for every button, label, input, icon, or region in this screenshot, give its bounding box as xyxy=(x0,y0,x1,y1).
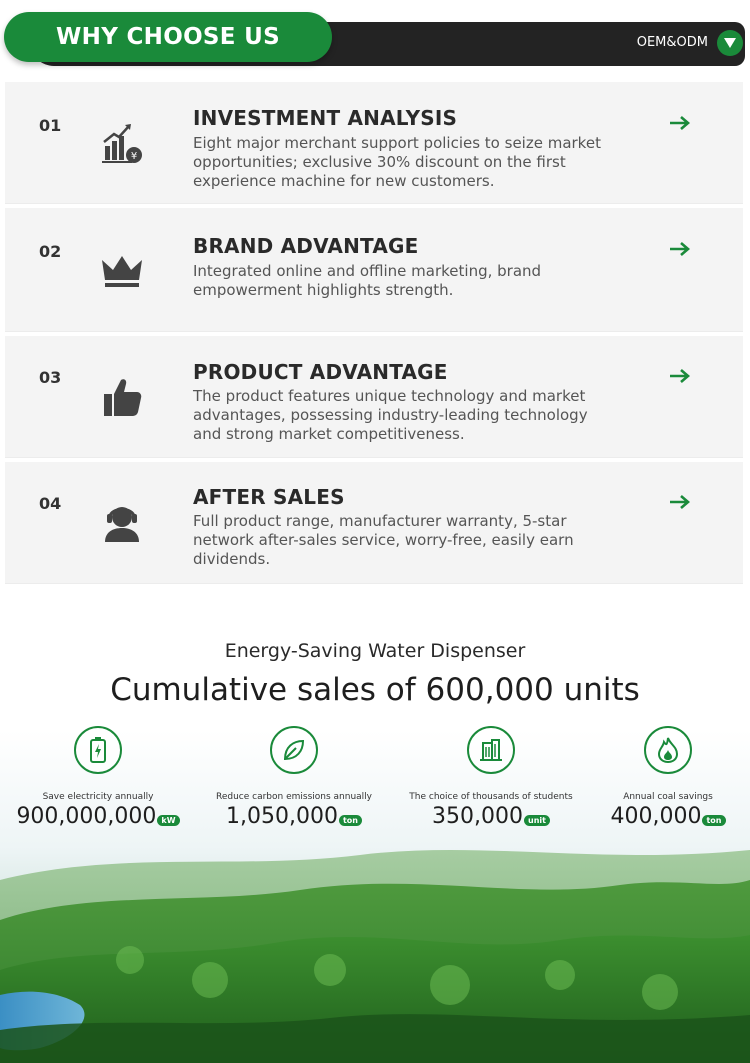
thumbs-up-icon xyxy=(99,374,145,420)
feature-description: Eight major merchant support policies to seize market opportunities; exclusive 30% discount on the first experience machine for new customers. xyxy=(193,134,601,190)
chart-growth-icon xyxy=(99,120,145,166)
feature-description: The product features unique technology and market advantages, possessing industry-leading technology and strong market competitiveness. xyxy=(193,387,588,443)
feature-card-after-sales[interactable] xyxy=(5,462,743,584)
oem-dropdown-button[interactable] xyxy=(717,30,743,56)
stat-unit-badge: ton xyxy=(339,815,362,826)
header-pill xyxy=(4,12,332,62)
stat-unit-badge: ton xyxy=(702,815,725,826)
feature-card-brand[interactable] xyxy=(5,208,743,332)
feature-title: BRAND ADVANTAGE xyxy=(193,234,419,258)
arrow-right-icon[interactable] xyxy=(669,116,691,130)
flame-icon xyxy=(644,726,692,774)
battery-charge-icon xyxy=(74,726,122,774)
feature-list xyxy=(5,82,743,588)
stat-label: Save electricity annually xyxy=(42,792,154,802)
crown-icon xyxy=(99,248,145,294)
section-subheading: Energy-Saving Water Dispenser xyxy=(224,640,526,662)
section-title: WHY CHOOSE US xyxy=(56,24,280,50)
triangle-down-icon xyxy=(723,37,737,49)
oem-odm-label: OEM&ODM xyxy=(636,35,708,50)
feature-title: AFTER SALES xyxy=(193,485,345,509)
feature-description: Integrated online and offline marketing, brand empowerment highlights strength. xyxy=(193,262,542,299)
stat-value: 350,000 xyxy=(432,804,523,829)
stat-value: 1,050,000 xyxy=(226,804,338,829)
feature-number: 01 xyxy=(39,116,62,135)
headset-agent-icon xyxy=(99,500,145,546)
stat-label: The choice of thousands of students xyxy=(409,792,573,802)
stat-value: 900,000,000 xyxy=(16,804,157,829)
feature-number: 02 xyxy=(39,242,62,261)
feature-title: INVESTMENT ANALYSIS xyxy=(193,106,458,130)
feature-card-product[interactable] xyxy=(5,336,743,458)
arrow-right-icon[interactable] xyxy=(669,242,691,256)
stat-electricity xyxy=(4,726,192,830)
feature-description: Full product range, manufacturer warranty, 5-star network after-sales service, worry-free, easily earn dividends. xyxy=(193,512,574,568)
stat-students xyxy=(397,726,585,830)
stat-unit-badge: kW xyxy=(157,815,179,826)
stat-value: 400,000 xyxy=(610,804,702,829)
building-icon xyxy=(467,726,515,774)
stat-unit-badge: unit xyxy=(524,815,550,826)
arrow-right-icon[interactable] xyxy=(669,369,691,383)
stat-label: Reduce carbon emissions annually xyxy=(215,792,372,802)
feature-number: 03 xyxy=(39,368,62,387)
feature-card-investment[interactable] xyxy=(5,82,743,204)
section-headline: Cumulative sales of 600,000 units xyxy=(110,672,640,708)
svg-text:¥: ¥ xyxy=(130,151,138,162)
leaf-icon xyxy=(270,726,318,774)
stat-coal xyxy=(574,726,750,830)
stat-carbon xyxy=(200,726,388,830)
arrow-right-icon[interactable] xyxy=(669,495,691,509)
feature-title: PRODUCT ADVANTAGE xyxy=(193,360,448,384)
stat-label: Annual coal savings xyxy=(623,792,713,802)
feature-number: 04 xyxy=(39,494,62,513)
